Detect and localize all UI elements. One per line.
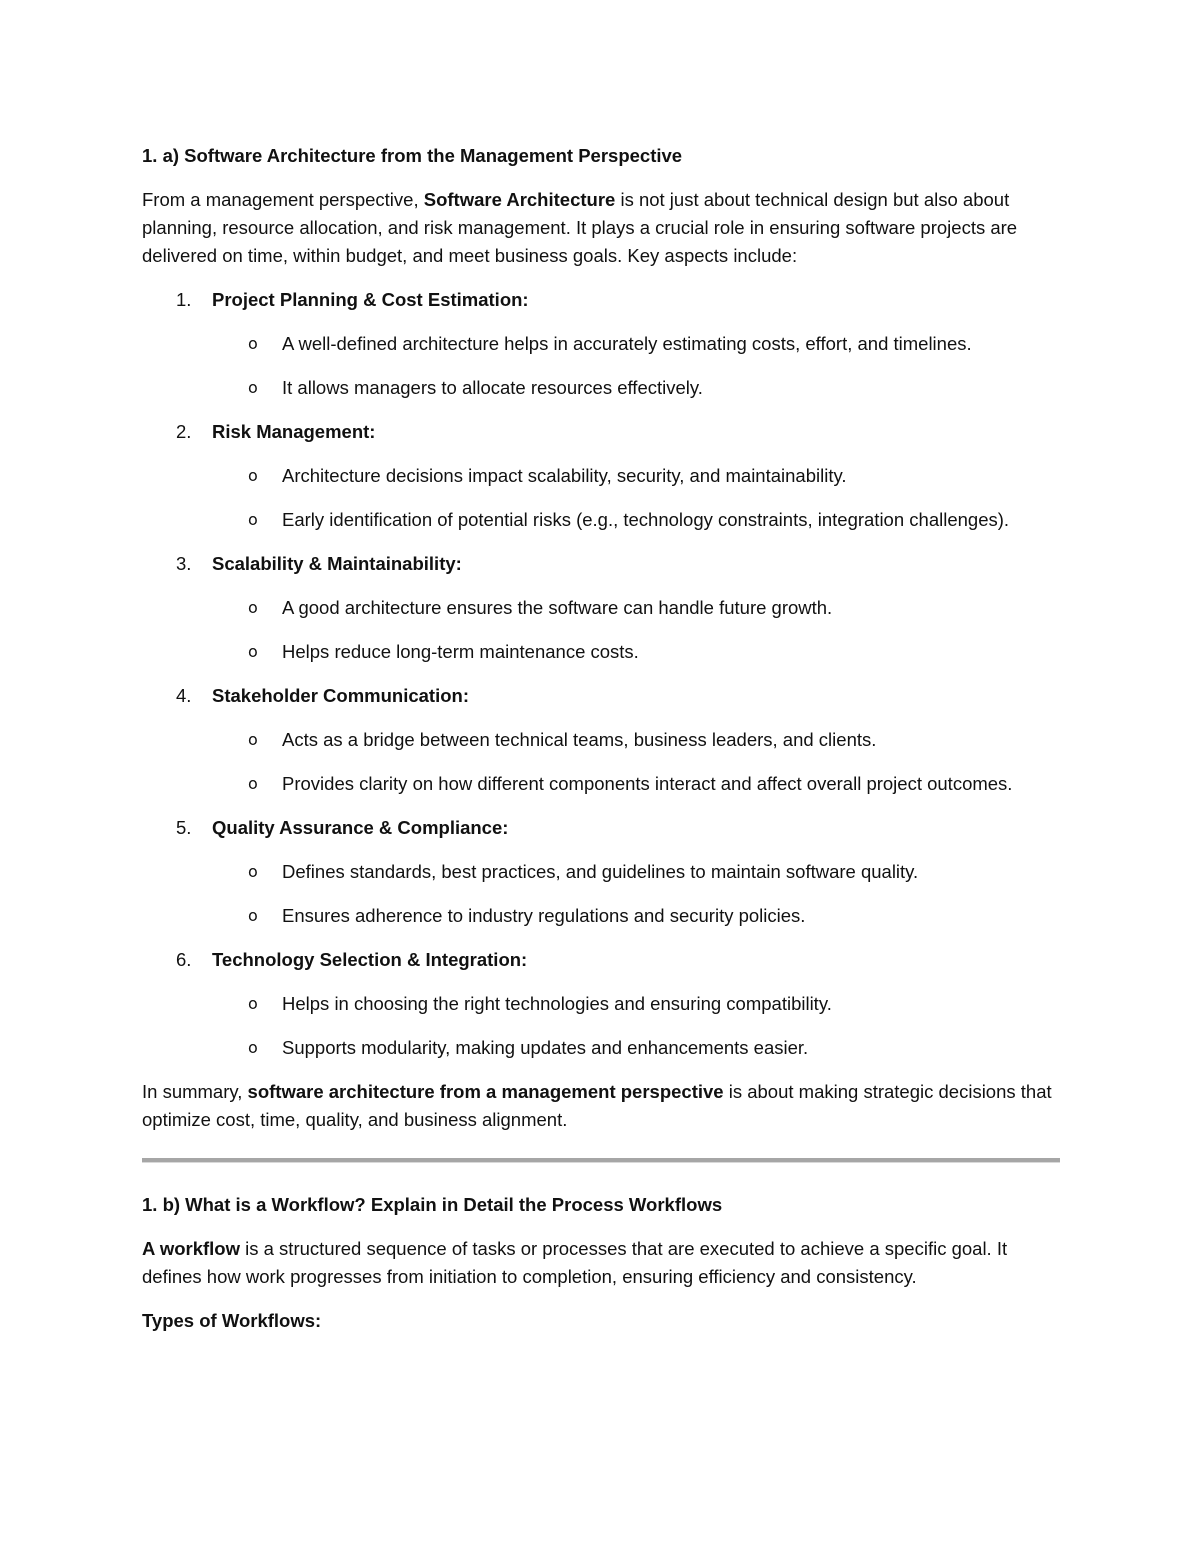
- sub-bullet: [142, 462, 1060, 490]
- sub-bullet: [142, 902, 1060, 930]
- sub-bullet-text: Defines standards, best practices, and guidelines to maintain software quality.: [282, 861, 919, 882]
- section-a-intro: [142, 186, 1060, 270]
- bullet-icon: o: [248, 378, 258, 397]
- list-item-label: Scalability & Maintainability:: [212, 553, 462, 574]
- sub-bullet: [142, 858, 1060, 886]
- list-item-title: [142, 946, 1060, 974]
- sub-bullet-text: Helps reduce long-term maintenance costs.: [282, 641, 639, 662]
- intro-text-post: is not just about technical design but also about planning, resource allocation, and risk management. It plays a crucial role in ensuring software projects are delivered on time, within budget, and meet business goals. Key aspects include:: [142, 189, 1018, 266]
- list-item-label: Stakeholder Communication:: [212, 685, 469, 706]
- sub-bullet-text: A well-defined architecture helps in accurately estimating costs, effort, and timelines.: [282, 333, 972, 354]
- bullet-icon: o: [248, 730, 258, 749]
- sub-bullet: [142, 770, 1060, 798]
- sub-bullet: [142, 638, 1060, 666]
- list-item-number: 5.: [176, 817, 192, 838]
- section-b-intro: [142, 1235, 1060, 1291]
- list-item-title: [142, 682, 1060, 710]
- bullet-icon: o: [248, 510, 258, 529]
- bullet-icon: o: [248, 466, 258, 485]
- sub-bullet: [142, 374, 1060, 402]
- section-a-heading: 1. a) Software Architecture from the Management Perspective: [142, 145, 683, 166]
- key-aspects-list: [142, 286, 1060, 1062]
- section-b-heading: 1. b) What is a Workflow? Explain in Detail the Process Workflows: [142, 1194, 723, 1215]
- workflow-intro-text: is a structured sequence of tasks or processes that are executed to achieve a specific goal. It defines how work progresses from initiation to completion, ensuring efficiency and consistency.: [142, 1238, 1008, 1287]
- sub-bullet-text: A good architecture ensures the software can handle future growth.: [282, 597, 833, 618]
- sub-bullet-text: Supports modularity, making updates and enhancements easier.: [282, 1037, 809, 1058]
- summary-text-post: is about making strategic decisions that optimize cost, time, quality, and business alignment.: [142, 1081, 1052, 1130]
- summary-text-pre: In summary,: [142, 1081, 248, 1102]
- sub-bullet: [142, 506, 1060, 534]
- list-item-title: [142, 286, 1060, 314]
- sub-bullet-text: Early identification of potential risks (e.g., technology constraints, integration challenges).: [282, 509, 1010, 530]
- document-page: [142, 142, 1060, 1351]
- sub-bullet-text: Helps in choosing the right technologies and ensuring compatibility.: [282, 993, 832, 1014]
- list-item-label: Technology Selection & Integration:: [212, 949, 528, 970]
- intro-text-bold: Software Architecture: [423, 189, 616, 210]
- bullet-icon: o: [248, 598, 258, 617]
- sub-bullet: [142, 726, 1060, 754]
- bullet-icon: o: [248, 994, 258, 1013]
- types-of-workflows-heading: Types of Workflows:: [142, 1310, 322, 1331]
- list-item-title: [142, 550, 1060, 578]
- list-item-number: 3.: [176, 553, 192, 574]
- section-a-summary: [142, 1078, 1060, 1134]
- list-item-label: Quality Assurance & Compliance:: [212, 817, 509, 838]
- sub-bullet: [142, 1034, 1060, 1062]
- bullet-icon: o: [248, 862, 258, 881]
- sub-bullet-text: Acts as a bridge between technical teams, business leaders, and clients.: [282, 729, 877, 750]
- sub-bullet-text: Ensures adherence to industry regulations and security policies.: [282, 905, 806, 926]
- summary-text-bold: software architecture from a management perspective: [247, 1081, 724, 1102]
- sub-bullet-text: Provides clarity on how different components interact and affect overall project outcomes.: [282, 773, 1013, 794]
- bullet-icon: o: [248, 906, 258, 925]
- sub-bullet: [142, 990, 1060, 1018]
- horizontal-divider: [142, 1158, 1060, 1163]
- sub-bullet: [142, 594, 1060, 622]
- list-item-number: 1.: [176, 289, 192, 310]
- list-item-title: [142, 418, 1060, 446]
- workflow-intro-bold: A workflow: [142, 1238, 240, 1259]
- bullet-icon: o: [248, 642, 258, 661]
- list-item-number: 6.: [176, 949, 192, 970]
- list-item-number: 4.: [176, 685, 192, 706]
- sub-bullet: [142, 330, 1060, 358]
- list-item-number: 2.: [176, 421, 192, 442]
- bullet-icon: o: [248, 334, 258, 353]
- list-item-title: [142, 814, 1060, 842]
- sub-bullet-text: It allows managers to allocate resources effectively.: [282, 377, 703, 398]
- bullet-icon: o: [248, 1038, 258, 1057]
- sub-bullet-text: Architecture decisions impact scalability, security, and maintainability.: [282, 465, 847, 486]
- bullet-icon: o: [248, 774, 258, 793]
- intro-text-pre: From a management perspective,: [142, 189, 424, 210]
- list-item-label: Risk Management:: [212, 421, 376, 442]
- list-item-label: Project Planning & Cost Estimation:: [212, 289, 529, 310]
